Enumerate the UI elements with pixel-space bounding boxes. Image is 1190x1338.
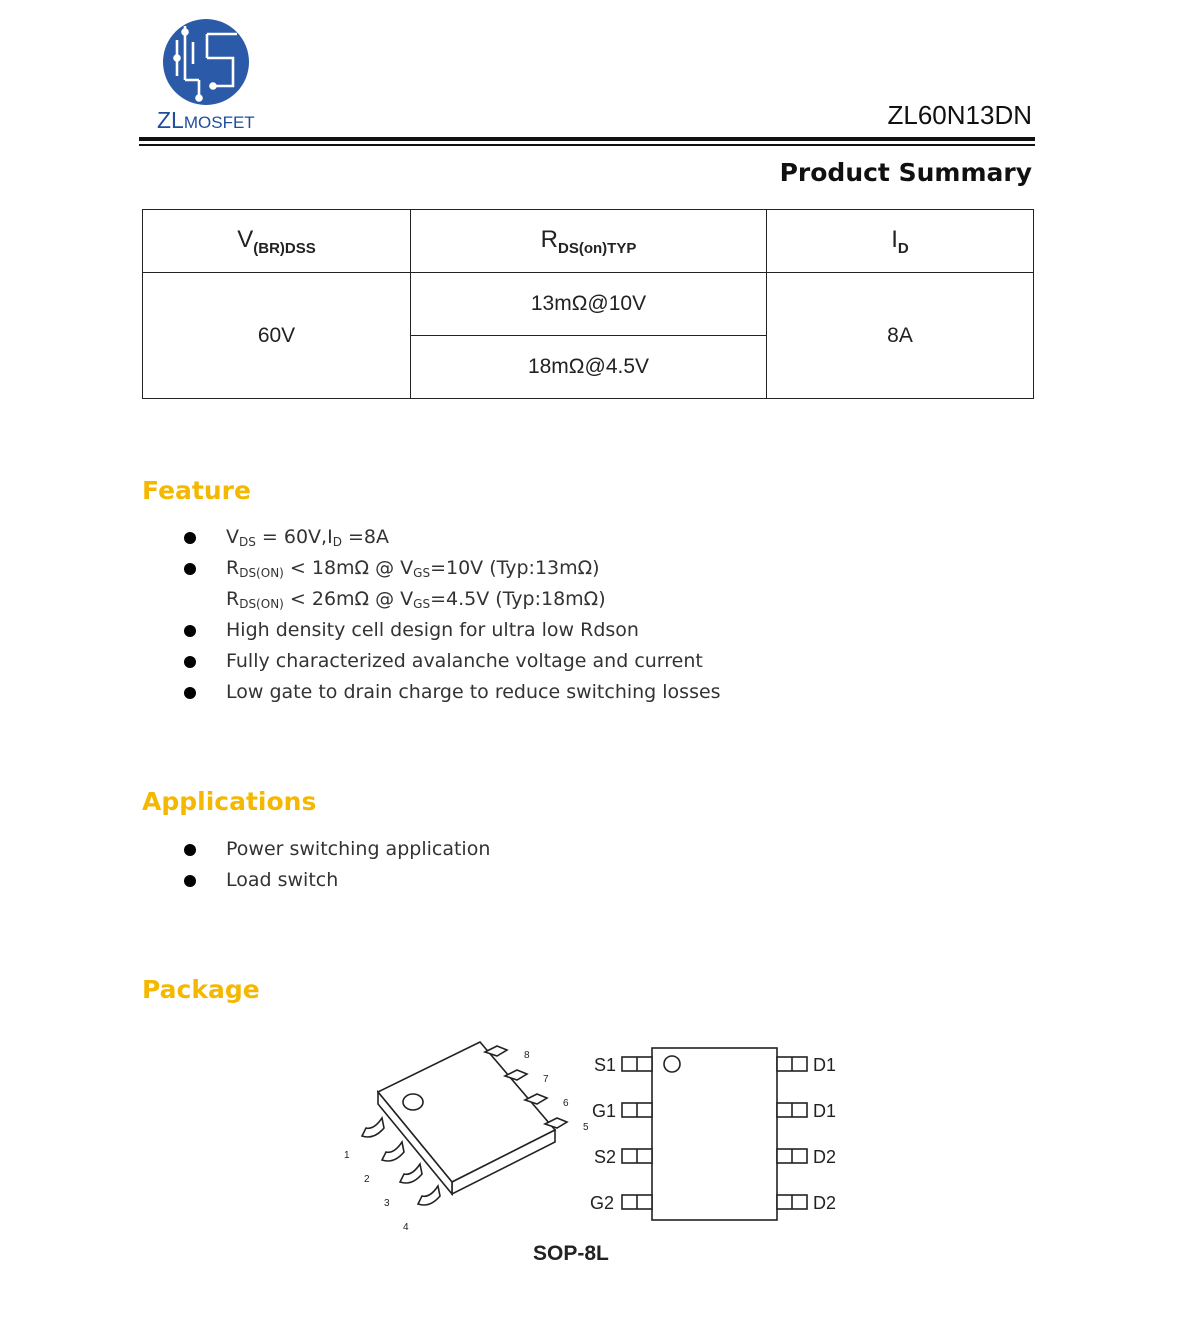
feature-heading: Feature xyxy=(142,476,251,505)
brand-text: ZLMOSFET xyxy=(157,107,255,133)
pin-label: G2 xyxy=(590,1193,615,1213)
list-item: Power switching application xyxy=(180,834,490,865)
bullet-icon xyxy=(184,875,196,887)
product-summary-title: Product Summary xyxy=(779,158,1032,187)
pin-label: D1 xyxy=(813,1055,837,1075)
bullet-icon xyxy=(184,687,196,699)
header-vbrdss: $V_{(BR)DSS}$ xyxy=(143,210,411,273)
pin-label: D2 xyxy=(813,1147,837,1167)
cell-vbrdss: 60V xyxy=(143,273,411,399)
pin-number: 6 xyxy=(563,1098,569,1109)
bullet-icon xyxy=(184,656,196,668)
feature-list xyxy=(180,522,721,708)
list-item: $R_{DS(ON)} < 18m\Omega$ @ $V_{GS}=10V$ (Typ:13mΩ) xyxy=(180,553,721,584)
pin-number: 7 xyxy=(543,1074,549,1085)
pinout-drawing xyxy=(622,1048,807,1220)
package-label: SOP-8L xyxy=(533,1242,609,1265)
header-rule-thin xyxy=(139,144,1035,146)
list-item: $R_{DS(ON)} < 26m\Omega$ @ $V_{GS}=4.5V$ (Typ:18mΩ) xyxy=(226,588,606,611)
cell-rds-10v: 13mΩ@10V xyxy=(411,273,767,336)
bullet-icon xyxy=(184,532,196,544)
chip-3d-drawing xyxy=(362,1042,567,1205)
bullet-icon xyxy=(184,844,196,856)
bullet-icon xyxy=(184,563,196,575)
list-item: Fully characterized avalanche voltage and current xyxy=(180,646,721,677)
header-rule-thick xyxy=(139,137,1035,141)
header-rds: $R_{DS(on)TYP}$ xyxy=(411,210,767,273)
cell-rds-4v5: 18mΩ@4.5V xyxy=(411,336,767,399)
table-header-row xyxy=(143,210,1034,273)
applications-heading: Applications xyxy=(142,787,317,816)
pin-label: S2 xyxy=(594,1147,617,1167)
pin-number: 8 xyxy=(524,1050,530,1061)
logo-mark-icon xyxy=(155,18,265,113)
pin-label: G1 xyxy=(592,1101,617,1121)
list-item: $V_{DS} = 60V,I_D =8A$ xyxy=(180,522,721,553)
bullet-icon xyxy=(184,625,196,637)
pin-number: 5 xyxy=(583,1122,589,1133)
list-item: Load switch xyxy=(180,865,490,896)
pin-number: 2 xyxy=(364,1174,370,1185)
pin-number: 4 xyxy=(403,1222,409,1233)
list-item: High density cell design for ultra low Rdson xyxy=(180,615,721,646)
pin-label: D2 xyxy=(813,1193,837,1213)
applications-list xyxy=(180,834,490,896)
product-summary-table xyxy=(142,209,1034,399)
pin-number: 3 xyxy=(384,1198,390,1209)
pin-number: 1 xyxy=(344,1150,350,1161)
cell-id: 8A xyxy=(767,273,1034,399)
table-row xyxy=(143,273,1034,336)
package-heading: Package xyxy=(142,975,260,1004)
part-number: ZL60N13DN xyxy=(887,100,1032,130)
header-id: $I_D$ xyxy=(767,210,1034,273)
pin-label: D1 xyxy=(813,1101,837,1121)
list-item: Low gate to drain charge to reduce switching losses xyxy=(180,677,721,708)
pin-label: S1 xyxy=(594,1055,617,1075)
